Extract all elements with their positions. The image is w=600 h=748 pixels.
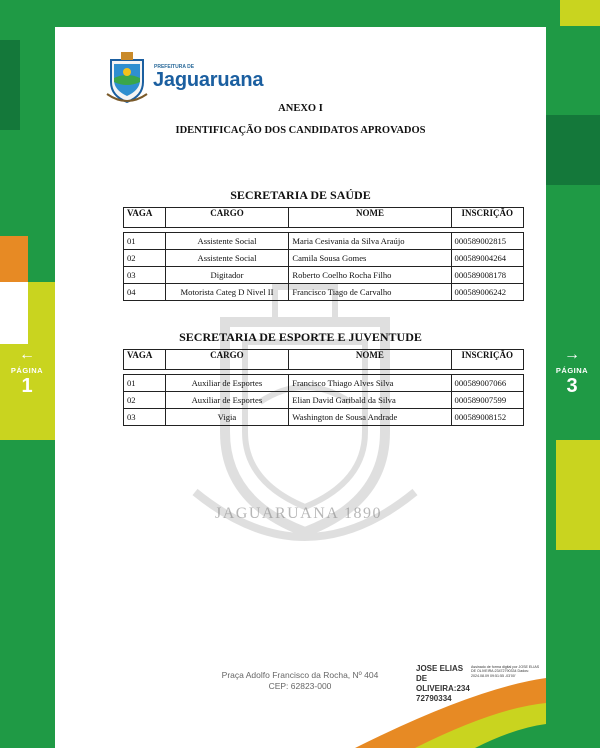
digital-signature-name: JOSE ELIAS DE OLIVEIRA:234 72790334: [416, 664, 470, 703]
cell-inscricao: 000589007599: [451, 392, 523, 409]
footer-address-line1: Praça Adolfo Francisco da Rocha, Nº 404: [221, 670, 379, 680]
next-page-label: PÁGINA: [555, 366, 589, 375]
table-row: [124, 267, 524, 284]
table-row: [124, 284, 524, 301]
document-title: ANEXO I: [278, 103, 323, 114]
coat-of-arms-icon: [105, 50, 149, 106]
col-vaga: VAGA: [124, 208, 166, 228]
cell-nome: Francisco Tiago de Carvalho: [289, 284, 451, 301]
prev-page-nav[interactable]: [4, 347, 50, 397]
bg-band-yellow-right: [556, 440, 600, 550]
prev-page-number: 1: [21, 375, 33, 397]
col-cargo: CARGO: [165, 208, 289, 228]
bg-band-yellow-left-top: [28, 282, 55, 344]
table-row: [124, 250, 524, 267]
col-inscricao: INSCRIÇÃO: [451, 350, 523, 370]
table-row: [124, 409, 524, 426]
footer-address: [215, 670, 385, 692]
cell-cargo: Auxiliar de Esportes: [165, 392, 289, 409]
next-page-number: 3: [566, 375, 578, 397]
document-subtitle: IDENTIFICAÇÃO DOS CANDIDATOS APROVADOS: [175, 125, 426, 136]
table-row: [124, 392, 524, 409]
cell-cargo: Assistente Social: [165, 233, 289, 250]
table-row: [124, 233, 524, 250]
cell-cargo: Digitador: [165, 267, 289, 284]
cell-vaga: 01: [124, 233, 166, 250]
watermark-text: JAGUARUANA 1890: [215, 505, 382, 522]
table-saude: [123, 207, 524, 301]
col-nome: NOME: [289, 350, 451, 370]
cell-vaga: 01: [124, 375, 166, 392]
col-nome: NOME: [289, 208, 451, 228]
cell-vaga: 02: [124, 250, 166, 267]
table-header-row: [124, 208, 524, 228]
cell-inscricao: 000589004264: [451, 250, 523, 267]
cell-vaga: 04: [124, 284, 166, 301]
cell-cargo: Auxiliar de Esportes: [165, 375, 289, 392]
cell-cargo: Motorista Categ D Nivel II: [165, 284, 289, 301]
col-inscricao: INSCRIÇÃO: [451, 208, 523, 228]
col-vaga: VAGA: [124, 350, 166, 370]
next-page-nav[interactable]: [549, 347, 595, 397]
table-esporte: [123, 349, 524, 426]
bg-band-darkgreen-left-top: [0, 40, 20, 130]
cell-inscricao: 000589006242: [451, 284, 523, 301]
arrow-left-icon: ←: [19, 346, 35, 363]
logo-name: Jaguaruana: [153, 69, 264, 91]
cell-vaga: 03: [124, 267, 166, 284]
cell-inscricao: 000589007066: [451, 375, 523, 392]
bg-band-darkgreen-right: [546, 115, 600, 185]
cell-nome: Maria Cesivania da Silva Araújo: [289, 233, 451, 250]
section-title-saude: SECRETARIA DE SAÚDE: [230, 188, 371, 202]
section-title-esporte: SECRETARIA DE ESPORTE E JUVENTUDE: [179, 330, 422, 344]
cell-vaga: 02: [124, 392, 166, 409]
bg-band-orange-top-right: [560, 0, 600, 26]
arrow-right-icon: →: [564, 346, 580, 363]
cell-cargo: Vigia: [165, 409, 289, 426]
prefeitura-logo: [80, 50, 264, 106]
table-row: [124, 375, 524, 392]
cell-vaga: 03: [124, 409, 166, 426]
col-cargo: CARGO: [165, 350, 289, 370]
cell-inscricao: 000589008152: [451, 409, 523, 426]
footer-address-line2: CEP: 62823-000: [268, 681, 332, 691]
table-header-row: [124, 350, 524, 370]
cell-inscricao: 000589008178: [451, 267, 523, 284]
cell-nome: Washington de Sousa Andrade: [289, 409, 451, 426]
cell-inscricao: 000589002815: [451, 233, 523, 250]
bg-band-white-left: [0, 282, 28, 344]
logo-small-text: PREFEITURA DE: [154, 64, 195, 70]
cell-nome: Roberto Coelho Rocha Filho: [289, 267, 451, 284]
cell-cargo: Assistente Social: [165, 250, 289, 267]
digital-signature-detail: Assinado de forma digital por JOSE ELIAS DE OLIVEIRA:23472790334 Dados: 2024.08.09 09:51:55 -03'00': [471, 665, 540, 678]
cell-nome: Elian David Garibald da Silva: [289, 392, 451, 409]
cell-nome: Camila Sousa Gomes: [289, 250, 451, 267]
document-page: [55, 27, 546, 748]
cell-nome: Francisco Thiago Alves Silva: [289, 375, 451, 392]
bg-band-orange-left: [0, 236, 28, 282]
prev-page-label: PÁGINA: [10, 366, 44, 375]
